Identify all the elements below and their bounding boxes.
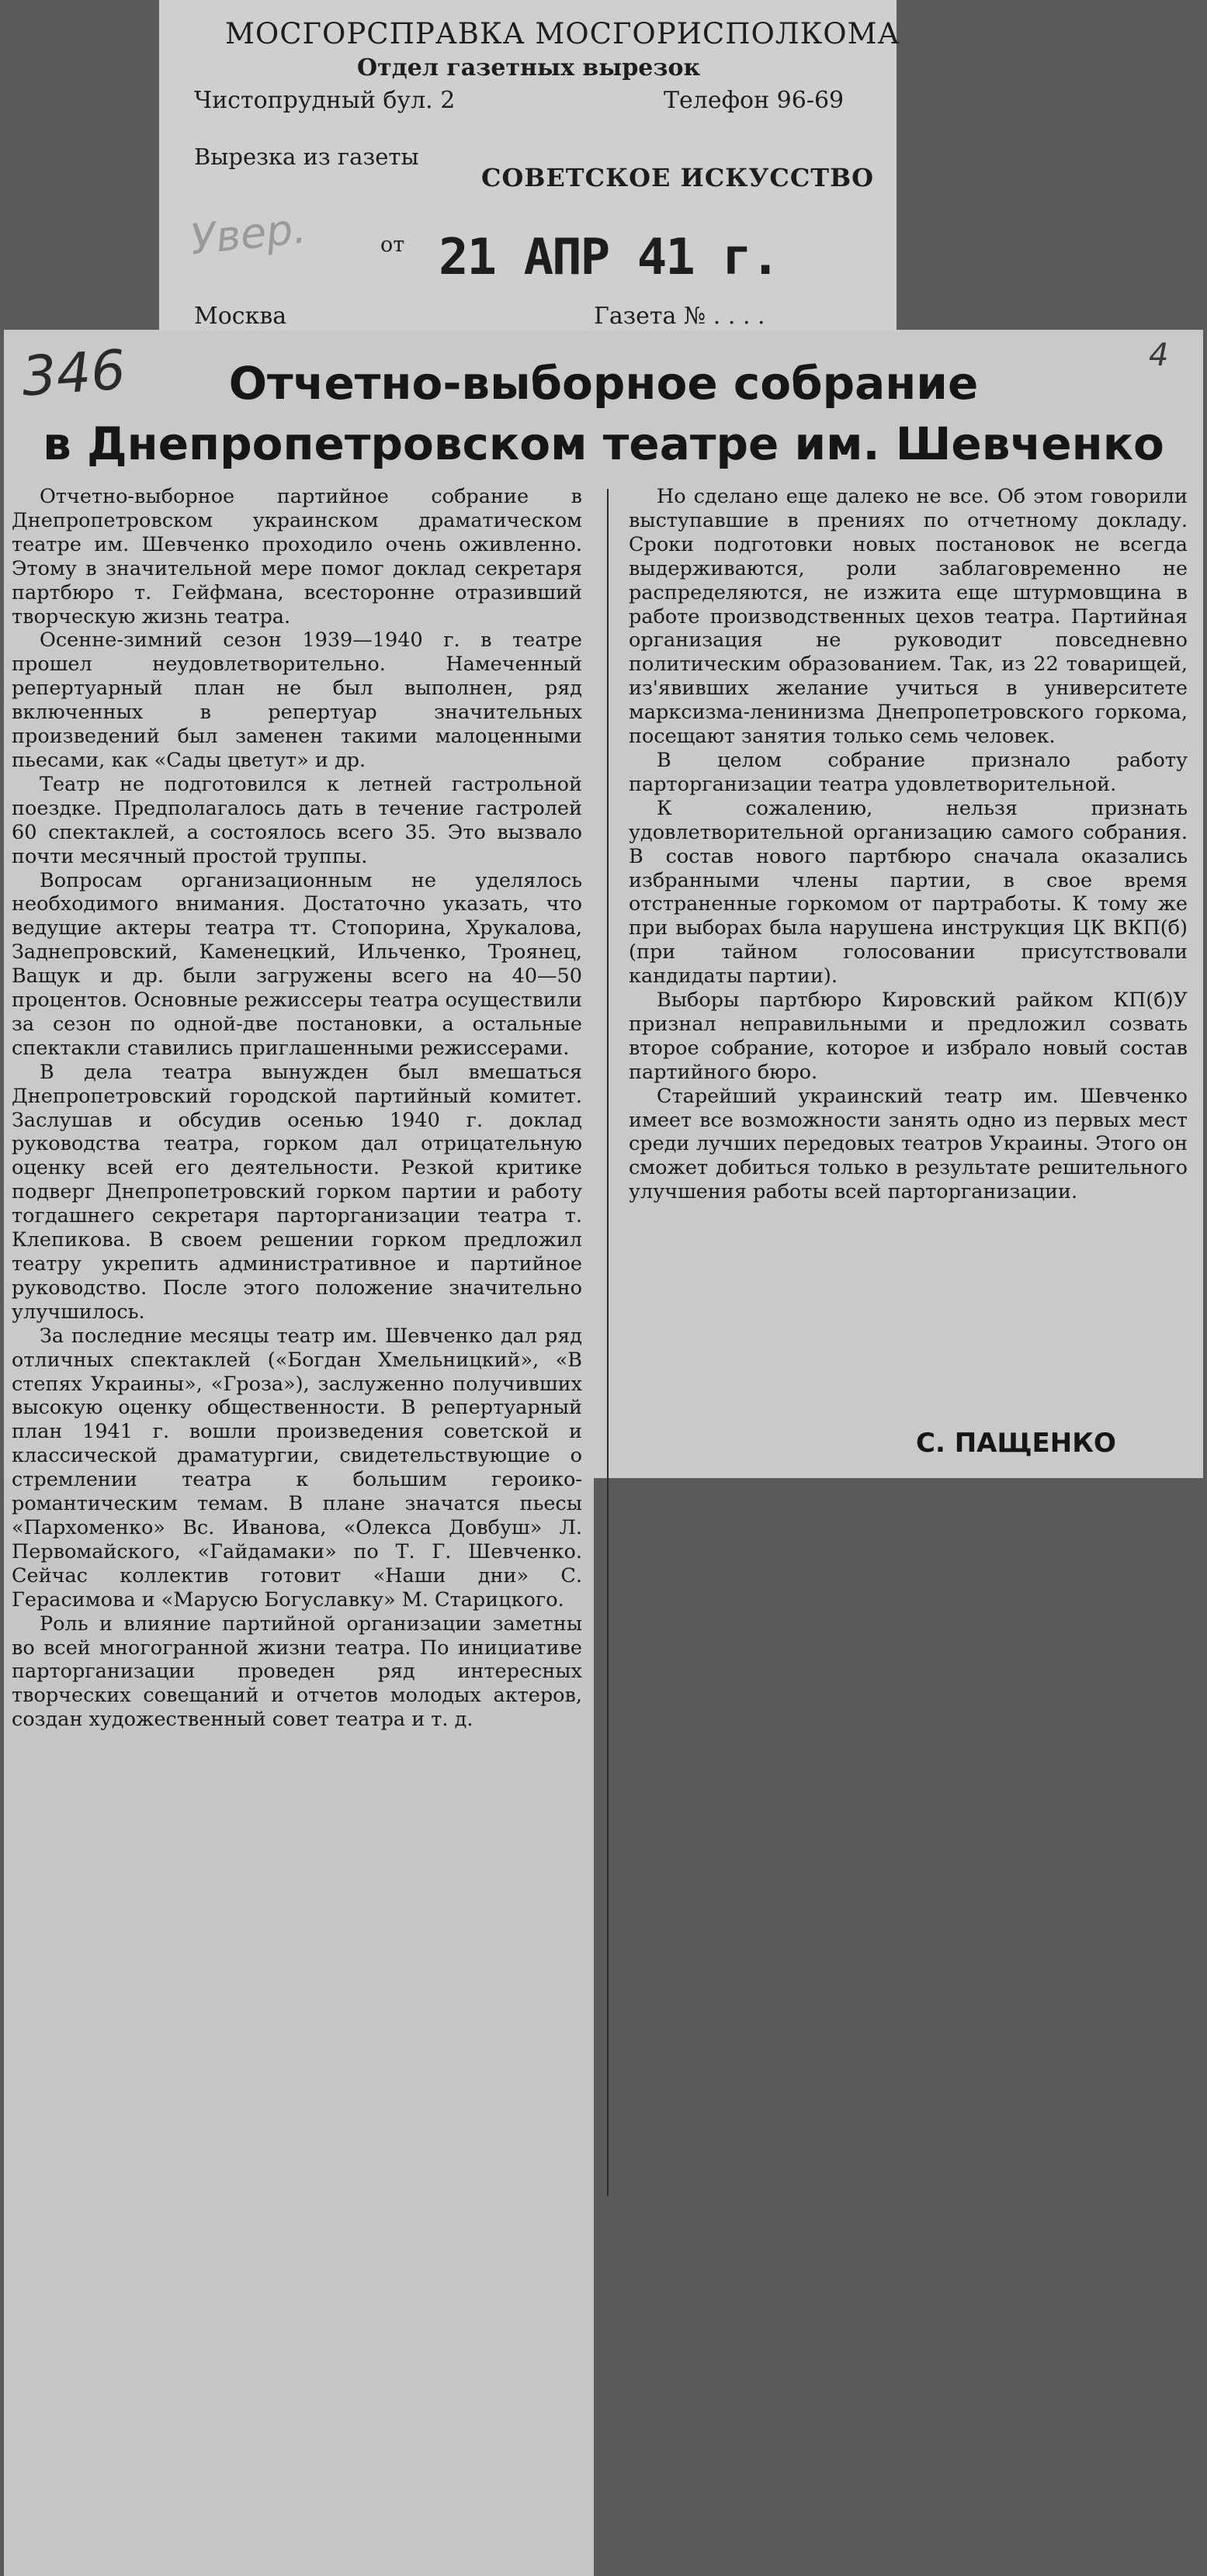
agency-address: Чистопрудный бул. 2 (194, 87, 456, 114)
agency-phone: Телефон 96-69 (664, 87, 845, 114)
paragraph: Вопросам организационным не уделялось необходимого внимания. Достаточно указать, что ведущие актеры театра тт. Стопорина, Хрукалова, Заднепровский, Каменецкий, Ильченко, Троянец, Ващук и др. были загружены всего на 40—50 процентов. Основные режиссеры театра осуществили за сезон по одной-две постановки, а остальные спектакли ставились приглашенными режиссерами. (12, 868, 582, 1060)
paragraph: В целом собрание признало работу парторганизации театра удовлетворительной. (629, 748, 1188, 796)
newspaper-name: СОВЕТСКОЕ ИСКУССТВО (481, 163, 875, 192)
article-author: С. ПАЩЕНКО (916, 1428, 1116, 1459)
date-prefix: от (380, 233, 405, 257)
handwritten-corner-mark: 4 (1149, 338, 1169, 373)
clipping-label: Вырезка из газеты (194, 144, 419, 170)
article-title (4, 353, 1203, 474)
agency-name: МОСГОРСПРАВКА МОСГОРИСПОЛКОМА (225, 17, 900, 50)
paragraph: Театр не подготовился к летней гастрольной поездке. Предполагалось дать в течение гастролей 60 спектаклей, а состоялось всего 35. Это вызвало почти месячный простой труппы. (12, 772, 582, 868)
pencil-note: Увер. (188, 203, 309, 265)
paragraph: В дела театра вынужден был вмешаться Днепропетровский городской партийный комитет. Заслушав и обсудив осенью 1940 г. доклад руководства театра, горком дал отрицательную оценку всей его деятельности. Резкой критике подверг Днепропетровский горком партии и работу тогдашнего секретаря парторганизации театра т. Клепикова. В своем решении горком предложил театру укрепить административное и партийное руководство. После этого положение значительно улучшилось. (12, 1060, 582, 1324)
gazeta-number-label: Газета № . . . . (594, 303, 765, 330)
paragraph: Осенне-зимний сезон 1939—1940 г. в театре прошел неудовлетворительно. Намеченный репертуарный план не был выполнен, ряд включенных в репертуар значительных произведений был заменен такими малоценными пьесами, как «Сады цветут» и др. (12, 628, 582, 772)
paragraph: К сожалению, нельзя признать удовлетворительной организацию самого собрания. В состав нового партбюро сначала оказались избранными члены партии, в свое время отстраненные горкомом от партработы. К тому же при выборах была нарушена инструкция ЦК ВКП(б) (при тайном голосовании присутствовали кандидаты партии). (629, 796, 1188, 989)
article-left-column (12, 485, 582, 1732)
paragraph: Отчетно-выборное партийное собрание в Днепропетровском украинском драматическом театре им. Шевченко проходило очень оживленно. Этому в значительной мере помог доклад секретаря партбюро т. Гейфмана, всесторонне отразивший творческую жизнь театра. (12, 485, 582, 628)
stamped-date: 21 АПР 41 г. (439, 229, 779, 286)
paragraph: Выборы партбюро Кировский райком КП(б)У признал неправильными и предложил созвать второе собрание, которое и избрало новый состав партийного бюро. (629, 989, 1188, 1084)
handwritten-clip-number: 346 (19, 338, 128, 409)
paragraph: Старейший украинский театр им. Шевченко имеет все возможности занять одно из первых мест среди лучших передовых театров Украины. Этого он сможет добиться только в результате решительного улучшения работы всей парторганизации. (629, 1084, 1188, 1204)
article-right-column (629, 485, 1188, 1204)
city-label: Москва (194, 303, 287, 330)
paragraph: Но сделано еще далеко не все. Об этом говорили выступавшие в прениях по отчетному докладу. Сроки подготовки новых постановок не всегда выдерживаются, роли заблаговременно не распределяются, не изжита еще штурмовщина в работе производственных цехов театра. Партийная организация не руководит повседневно политическим образованием. Так, из 22 товарищей, из'явивших желание учиться в университете марксизма-ленинизма Днепропетровского горкома, посещают занятия только семь человек. (629, 485, 1188, 749)
title-line-1: Отчетно-выборное собрание (228, 357, 979, 410)
column-divider (607, 489, 609, 2196)
clipping-header-card (159, 0, 900, 330)
title-line-2: в Днепропетровском театре им. Шевченко (43, 417, 1164, 470)
paragraph: За последние месяцы театр им. Шевченко дал ряд отличных спектаклей («Богдан Хмельницкий», «В степях Украины», «Гроза»), заслуженно получивших высокую оценку общественности. В репертуарный план 1941 г. вошли произведения советской и классической драматургии, свидетельствующие о стремлении театра к большим героико-романтическим темам. В плане значатся пьесы «Пархоменко» Вс. Иванова, «Олекса Довбуш» Л. Первомайского, «Гайдамаки» по Т. Г. Шевченко. Сейчас коллектив готовит «Наши дни» С. Герасимова и «Марусю Богуславку» М. Старицкого. (12, 1324, 582, 1612)
department-name: Отдел газетных вырезок (357, 54, 701, 81)
paragraph: Роль и влияние партийной организации заметны во всей многогранной жизни театра. По инициативе парторганизации проведен ряд интересных творческих совещаний и отчетов молодых актеров, создан художественный совет театра и т. д. (12, 1612, 582, 1732)
